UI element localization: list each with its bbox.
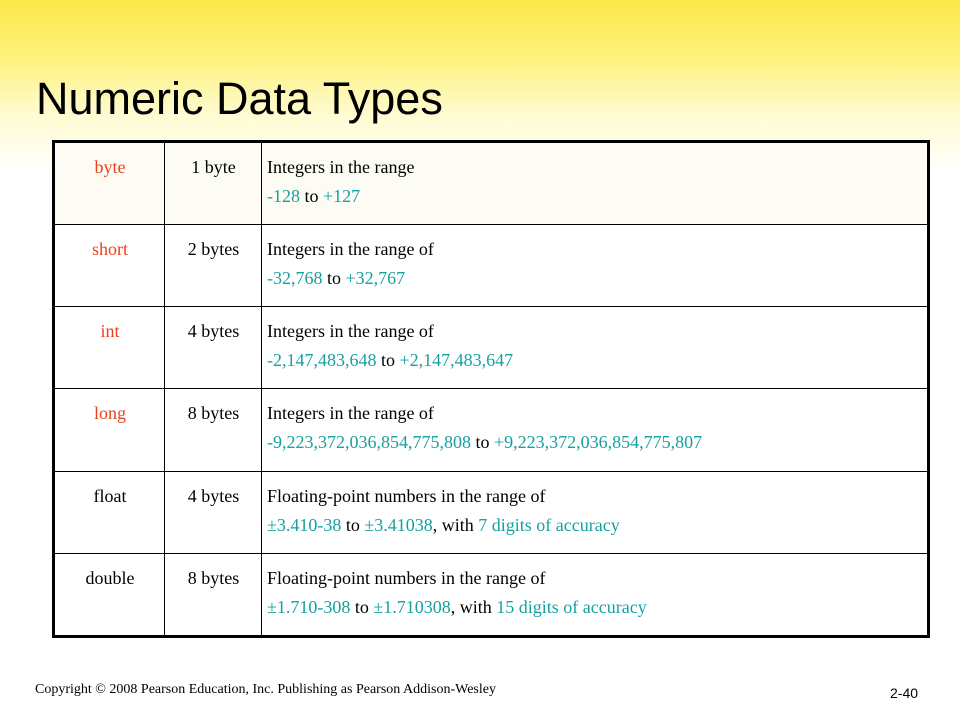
range-min: -9,223,372,036,854,775,808	[267, 432, 471, 453]
range-text: Integers in the range	[267, 157, 415, 177]
page-number: 2-40	[890, 685, 919, 701]
range-separator: , with	[450, 596, 492, 617]
range-min: -2,147,483,648	[267, 350, 377, 371]
table-row	[54, 553, 929, 636]
type-description	[262, 307, 929, 389]
range-min: -128	[267, 186, 300, 206]
range-min: ±3.410-38	[267, 514, 342, 535]
range-to: to	[475, 432, 490, 453]
range-values	[267, 428, 923, 457]
type-size: 4 bytes	[165, 471, 262, 553]
range-values	[267, 346, 923, 375]
range-to: to	[304, 186, 319, 206]
numeric-types-table	[52, 140, 930, 638]
type-description	[262, 389, 929, 471]
range-text: Floating-point numbers in the range of	[267, 567, 546, 588]
range-min: -32,768	[267, 268, 323, 289]
accuracy-text: 15 digits of accuracy	[496, 596, 647, 617]
range-max: +2,147,483,647	[399, 350, 514, 371]
accuracy-text: 7 digits of accuracy	[478, 514, 620, 535]
type-description	[262, 142, 929, 225]
range-separator: , with	[432, 514, 474, 535]
type-description	[262, 553, 929, 636]
type-description	[262, 471, 929, 553]
range-max: +127	[323, 186, 361, 206]
type-name: byte	[54, 142, 165, 225]
table-row	[54, 389, 929, 471]
type-name: short	[54, 225, 165, 307]
range-to: to	[354, 596, 369, 617]
table-row	[54, 142, 929, 225]
range-min: ±1.710-308	[267, 596, 351, 617]
type-size: 2 bytes	[165, 225, 262, 307]
range-text: Integers in the range of	[267, 403, 434, 424]
type-description	[262, 225, 929, 307]
range-max: +32,767	[345, 268, 406, 289]
slide-title: Numeric Data Types	[36, 73, 443, 124]
type-name: float	[54, 471, 165, 553]
table-row	[54, 471, 929, 553]
range-values	[267, 264, 923, 293]
type-size: 1 byte	[165, 142, 262, 225]
range-max: ±1.710308	[373, 596, 451, 617]
range-values	[267, 593, 923, 622]
table-row	[54, 307, 929, 389]
range-values	[267, 182, 923, 211]
range-max: ±3.41038	[364, 514, 433, 535]
table-row	[54, 225, 929, 307]
range-to: to	[327, 268, 342, 289]
range-text: Floating-point numbers in the range of	[267, 485, 546, 506]
range-values	[267, 511, 923, 540]
range-max: +9,223,372,036,854,775,807	[494, 432, 703, 453]
copyright-footer: Copyright © 2008 Pearson Education, Inc. Publishing as Pearson Addison-Wesley	[35, 682, 496, 697]
type-name: double	[54, 553, 165, 636]
range-text: Integers in the range of	[267, 321, 434, 342]
type-size: 4 bytes	[165, 307, 262, 389]
type-name: long	[54, 389, 165, 471]
type-size: 8 bytes	[165, 553, 262, 636]
range-to: to	[381, 350, 396, 371]
type-size: 8 bytes	[165, 389, 262, 471]
type-name: int	[54, 307, 165, 389]
range-to: to	[345, 514, 360, 535]
range-text: Integers in the range of	[267, 239, 434, 260]
